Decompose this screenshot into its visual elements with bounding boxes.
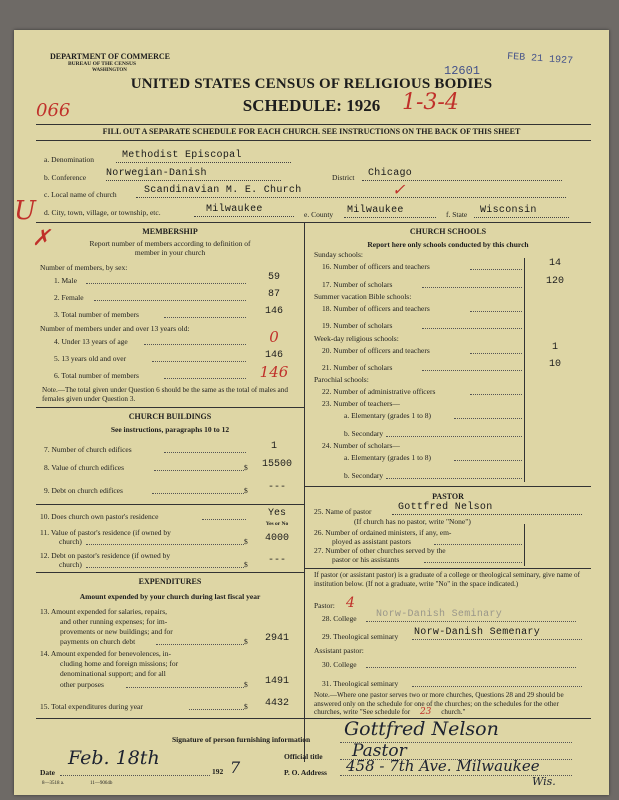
address-value[interactable]: 458 - 7th Ave. Milwaukee [346, 757, 540, 775]
signature-value[interactable]: Gottfred Nelson [344, 718, 499, 740]
q9-value[interactable]: --- [267, 482, 286, 493]
q16-label: 16. Number of officers and teachers [322, 262, 430, 271]
pastor-note-text: Note.—Where one pastor serves two or more churches, Questions 28 and 29 should be answered only on the schedule for one of the churches; on the schedules for the other churches, write "See schedule for [314, 691, 564, 716]
q27-label-2: pastor or his assistants [332, 555, 400, 564]
buildings-title: CHURCH BUILDINGS [128, 412, 212, 421]
q14-line1: 14. Amount expended for benevolences, in- [40, 649, 172, 658]
district-label: District [332, 173, 355, 182]
q12-value[interactable]: --- [267, 555, 286, 566]
q30-label: 30. College [322, 660, 357, 669]
q12-label: 12. Debt on pastor's residence (if owned by [40, 551, 171, 560]
sunday-label: Sunday schools: [314, 250, 363, 259]
pastor-note-end: church." [441, 708, 466, 716]
state-label: f. State [446, 210, 468, 219]
official-title-label: Official title [284, 752, 323, 761]
q24b-label: b. Secondary [344, 471, 384, 480]
q10-label: 10. Does church own pastor's residence [40, 512, 159, 521]
q2-label: 2. Female [54, 293, 84, 302]
conference-value[interactable]: Norwegian-Danish [106, 168, 207, 179]
q6-value[interactable]: 146 [259, 363, 289, 381]
graduate-note: If pastor (or assistant pastor) is a graduate of a college or theological seminary, give name of institution below. (If not a graduate, write "No" in the space indicated.) [314, 571, 580, 588]
q4-label: 4. Under 13 years of age [54, 337, 128, 346]
q12-dollar: $ [244, 560, 248, 569]
pastor-name-value[interactable]: Gottfred Nelson [398, 502, 493, 513]
q4-value[interactable]: 0 [269, 328, 279, 346]
stamp-number: 12601 [444, 64, 481, 78]
schools-title: CHURCH SCHOOLS [409, 227, 487, 236]
pastor-sub-label: Pastor: [314, 601, 335, 610]
city-label: d. City, town, village, or township, etc. [44, 208, 161, 217]
form-title: UNITED STATES CENSUS OF RELIGIOUS BODIES [130, 76, 493, 92]
membership-note: Note.—The total given under Question 6 should be the same as the total of males and females given under Question 3. [42, 386, 288, 403]
q20-value[interactable]: 1 [551, 342, 558, 353]
membership-sub2: member in your church [134, 248, 206, 257]
q11-dollar: $ [244, 537, 248, 546]
q11-label: 11. Value of pastor's residence (if owned by [40, 528, 171, 537]
church-name-value[interactable]: Scandinavian M. E. Church [144, 185, 302, 196]
divider [36, 140, 591, 141]
membership-sub1: Report number of members according to definition of [89, 239, 251, 248]
census-form [14, 30, 609, 795]
expenditures-sub: Amount expended by your church during last fiscal year [79, 592, 261, 601]
handwritten-u-mark: U [14, 196, 36, 226]
summer-label: Summer vacation Bible schools: [314, 292, 412, 301]
received-stamp-date: FEB 21 1927 [506, 51, 574, 68]
q23a-label: a. Elementary (grades 1 to 8) [344, 411, 432, 420]
divider [36, 124, 591, 125]
address-value-2[interactable]: Wis. [532, 775, 556, 788]
q9-label: 9. Debt on church edifices [44, 486, 123, 495]
age-label: Number of members under and over 13 years old: [40, 324, 190, 333]
schedule-title: SCHEDULE: 1926 [242, 96, 381, 115]
form-code: 8—3518 a. [42, 781, 65, 786]
q17-value[interactable]: 120 [545, 276, 564, 287]
q7-value[interactable]: 1 [270, 441, 277, 452]
official-title-value[interactable]: Pastor [352, 741, 407, 761]
q8-value[interactable]: 15500 [261, 459, 292, 470]
q14-line2: cluding home and foreign missions; for [60, 659, 179, 668]
q9-dollar: $ [244, 486, 248, 495]
q15-label: 15. Total expenditures during year [40, 702, 143, 711]
bureau-label: BUREAU OF THE CENSUS [68, 61, 137, 67]
assistant-pastor-label: Assistant pastor: [314, 646, 364, 655]
q15-dollar: $ [244, 702, 248, 711]
q13-line3: provements or new buildings; and for [60, 627, 173, 636]
church-name-label: c. Local name of church [44, 190, 117, 199]
q26-label-2: ployed as assistant pastors [332, 537, 411, 546]
q18-label: 18. Number of officers and teachers [322, 304, 430, 313]
signature-label: Signature of person furnishing information [172, 735, 311, 744]
county-label: e. County [304, 210, 334, 219]
q17-label: 17. Number of scholars [322, 280, 393, 289]
date-label: Date [40, 768, 55, 777]
membership-title: MEMBERSHIP [142, 227, 198, 236]
q3-label: 3. Total number of members [54, 310, 139, 319]
q5-label: 5. 13 years old and over [54, 354, 127, 363]
buildings-sub: See instructions, paragraphs 10 to 12 [110, 425, 230, 434]
q13-line2: and other running expenses; for im- [60, 617, 168, 626]
year-value[interactable]: 7 [230, 758, 241, 777]
q23b-label: b. Secondary [344, 429, 384, 438]
q8-dollar: $ [244, 463, 248, 472]
handwritten-schedule-code: 1-3-4 [402, 90, 459, 115]
q19-label: 19. Number of scholars [322, 321, 393, 330]
q23-label: 23. Number of teachers— [322, 399, 400, 408]
handwritten-code: 066 [36, 100, 71, 121]
q26-label: 26. Number of ordained ministers, if any, em- [314, 528, 452, 537]
q24-label: 24. Number of scholars— [322, 441, 400, 450]
red-x-mark: ✗ [32, 226, 51, 251]
q24a-label: a. Elementary (grades 1 to 8) [344, 453, 432, 462]
address-label: P. O. Address [284, 768, 327, 777]
q14-line3: denominational support; and for all [60, 669, 166, 678]
expenditures-title: EXPENDITURES [138, 577, 202, 586]
date-value[interactable]: Feb. 18th [68, 747, 160, 769]
q15-value[interactable]: 4432 [264, 698, 289, 709]
conference-label: b. Conference [44, 173, 87, 182]
pastor-hand-mark: 4 [346, 595, 355, 611]
q11-value[interactable]: 4000 [264, 533, 289, 544]
q6-label: 6. Total number of members [54, 371, 139, 380]
q14-value[interactable]: 1491 [264, 676, 289, 687]
q1-label: 1. Male [54, 276, 77, 285]
red-checkmark: ✓ [392, 180, 406, 199]
q8-label: 8. Value of church edifices [44, 463, 125, 472]
department-label: DEPARTMENT OF COMMERCE [50, 52, 171, 61]
state-value[interactable]: Wisconsin [480, 205, 537, 216]
q10-value[interactable]: Yes [267, 508, 286, 519]
q20-label: 20. Number of officers and teachers [322, 346, 430, 355]
district-value[interactable]: Chicago [368, 168, 413, 179]
q28-value[interactable]: Norw-Danish Seminary [376, 609, 503, 620]
q25-label: 25. Name of pastor [314, 507, 372, 516]
washington-label: WASHINGTON [92, 68, 127, 73]
q21-label: 21. Number of scholars [322, 363, 393, 372]
q14-line4: other purposes [60, 680, 104, 689]
q29-label: 29. Theological seminary [322, 632, 399, 641]
q2-value[interactable]: 87 [267, 289, 280, 300]
pastor-note-hand: 23 [419, 707, 432, 717]
q13-line4: payments on church debt [60, 637, 136, 646]
q7-label: 7. Number of church edifices [44, 445, 132, 454]
q13-value[interactable]: 2941 [264, 633, 289, 644]
q5-value[interactable]: 146 [264, 350, 283, 361]
county-value[interactable]: Milwaukee [347, 205, 404, 216]
q25-note: (If church has no pastor, write "None") [354, 517, 471, 526]
schools-sub: Report here only schools conducted by this church [367, 240, 529, 249]
q27-label: 27. Number of other churches served by the [314, 546, 446, 555]
q31-label: 31. Theological seminary [322, 679, 399, 688]
weekday-label: Week-day religious schools: [314, 334, 399, 343]
q14-dollar: $ [244, 680, 248, 689]
q11-label-2: church) [59, 537, 82, 546]
q21-value[interactable]: 10 [548, 359, 561, 370]
q12-label-2: church) [59, 560, 82, 569]
pastor-note [314, 691, 584, 717]
instructions: FILL OUT A SEPARATE SCHEDULE FOR EACH CHURCH. SEE INSTRUCTIONS ON THE BACK OF THIS SHEET [102, 127, 521, 136]
q28-label: 28. College [322, 614, 357, 623]
q13-dollar: $ [244, 637, 248, 646]
pastor-title: PASTOR [432, 492, 464, 501]
parochial-label: Parochial schools: [314, 375, 369, 384]
year-prefix: 192 [212, 767, 224, 776]
form-code-2: 11—9064b [90, 781, 113, 786]
denomination-label: a. Denomination [44, 155, 94, 164]
q3-value[interactable]: 146 [264, 306, 283, 317]
q1-value[interactable]: 59 [267, 272, 280, 283]
yes-no-hint: Yes or No [265, 521, 289, 527]
city-value[interactable]: Milwaukee [206, 204, 263, 215]
q13-line1: 13. Amount expended for salaries, repairs, [40, 607, 168, 616]
denomination-value[interactable]: Methodist Episcopal [122, 150, 242, 161]
members-by-sex-label: Number of members, by sex: [40, 263, 128, 272]
q16-value[interactable]: 14 [548, 258, 561, 269]
q29-value[interactable]: Norw-Danish Semenary [414, 627, 541, 638]
q22-label: 22. Number of administrative officers [322, 387, 436, 396]
